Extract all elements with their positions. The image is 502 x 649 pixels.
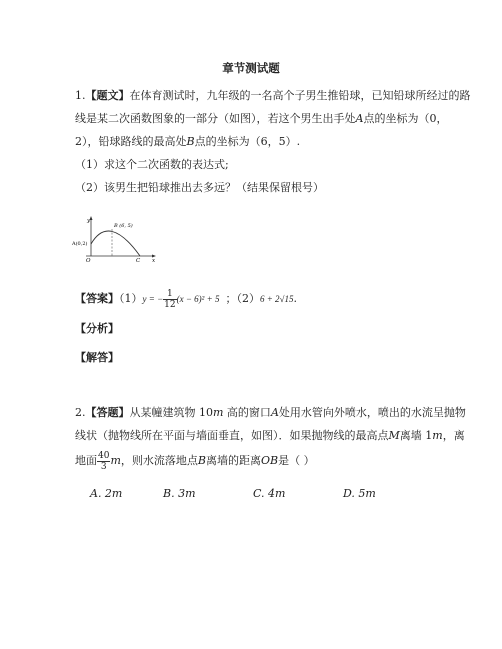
answer-fraction <box>163 289 176 310</box>
q2-text-1b: 高的窗口 <box>223 406 271 419</box>
q2-line1 <box>75 406 466 419</box>
answer-part1-label: （1） <box>119 292 143 305</box>
q2-number: 2. <box>75 406 86 419</box>
q2-var-a: A <box>270 406 279 419</box>
q2-unit-2: m <box>432 429 443 442</box>
q1-line3 <box>75 135 300 148</box>
answer-period: . <box>293 292 297 305</box>
q2-frac-den: 3 <box>100 461 107 472</box>
x-label: x <box>152 258 156 264</box>
answer-formula-rhs: (x − 6)² + 5 <box>176 294 220 304</box>
q2-frac-num: 40 <box>98 450 110 461</box>
q2-fraction <box>97 451 110 472</box>
q1-answer <box>75 287 297 311</box>
q1-tag: 【题文】 <box>85 89 130 102</box>
q1-var-b: B <box>186 135 195 148</box>
q2-text-3c: 离墙的距离 <box>205 454 261 467</box>
q2-text-2b: 离墙 1 <box>399 429 433 442</box>
answer-tag: 【答案】 <box>75 292 119 305</box>
q2-frac-unit: m <box>110 454 121 467</box>
answer-frac-num: 1 <box>163 289 176 300</box>
q2-text-3a: 地面 <box>75 454 97 467</box>
q1-text-1: 在体育测试时，九年级的一名高个子男生推铅球，已知铅球所经过的路 <box>129 89 471 102</box>
answer-part2: 6 + 2√15 <box>259 294 294 304</box>
q1-sub1: （1）求这个二次函数的表达式; <box>75 158 229 171</box>
q1-text-3b: 点的坐标为（6，5）. <box>194 135 301 148</box>
q1-number: 1. <box>75 89 86 102</box>
q1-text-3a: 2），铅球路线的最高处 <box>75 135 187 148</box>
q2-tag: 【答题】 <box>85 406 130 419</box>
q2-var-ob: OB <box>260 454 279 467</box>
q2-text-1c: 处用水管向外喷水，喷出的水流呈抛物 <box>278 406 466 419</box>
answer-frac-den: 12 <box>164 299 176 310</box>
point-b-label: B (6, 5) <box>114 223 133 229</box>
q2-text-3b: ，则水流落地点 <box>120 454 198 467</box>
q1-line2 <box>75 112 447 125</box>
option-d[interactable]: D. 5m <box>343 487 376 500</box>
q2-text-3d: 是（ ） <box>278 454 315 467</box>
q2-unit-1: m <box>213 406 224 419</box>
option-c[interactable]: C. 4m <box>253 487 286 500</box>
q2-line3 <box>75 449 315 473</box>
q2-var-b: B <box>197 454 206 467</box>
origin-label: O <box>86 258 91 264</box>
point-c-label: C <box>136 258 141 264</box>
q1-line1 <box>75 89 471 102</box>
parabola-figure <box>70 212 160 264</box>
q1-sub2: （2）该男生把铅球推出去多远？（结果保留根号） <box>75 181 324 194</box>
point-a-label: A(0,2) <box>72 241 88 247</box>
answer-formula-lhs: y = − <box>142 294 164 304</box>
analysis-tag: 【分析】 <box>75 322 119 335</box>
q1-text-2a: 线是某二次函数图象的一部分（如图），若这个男生出手处 <box>75 112 356 125</box>
parabola-curve <box>91 231 140 256</box>
q2-line2 <box>75 429 465 442</box>
solution-tag: 【解答】 <box>75 351 119 364</box>
q2-var-m: M <box>388 429 400 442</box>
q1-var-a: A <box>355 112 364 125</box>
option-b[interactable]: B. 3m <box>163 487 196 500</box>
answer-separator: ；（2） <box>225 292 260 305</box>
page-title: 章节测试题 <box>222 61 280 75</box>
option-a[interactable]: A. 2m <box>90 487 123 500</box>
q2-text-2c: ，离 <box>442 429 465 442</box>
q2-text-1a: 从某幢建筑物 10 <box>129 406 213 419</box>
q1-text-2b: 点的坐标为（0， <box>363 112 448 125</box>
q2-text-2a: 线状（抛物线所在平面与墙面垂直，如图）．如果抛物线的最高点 <box>75 429 389 442</box>
y-label: y <box>87 218 91 224</box>
